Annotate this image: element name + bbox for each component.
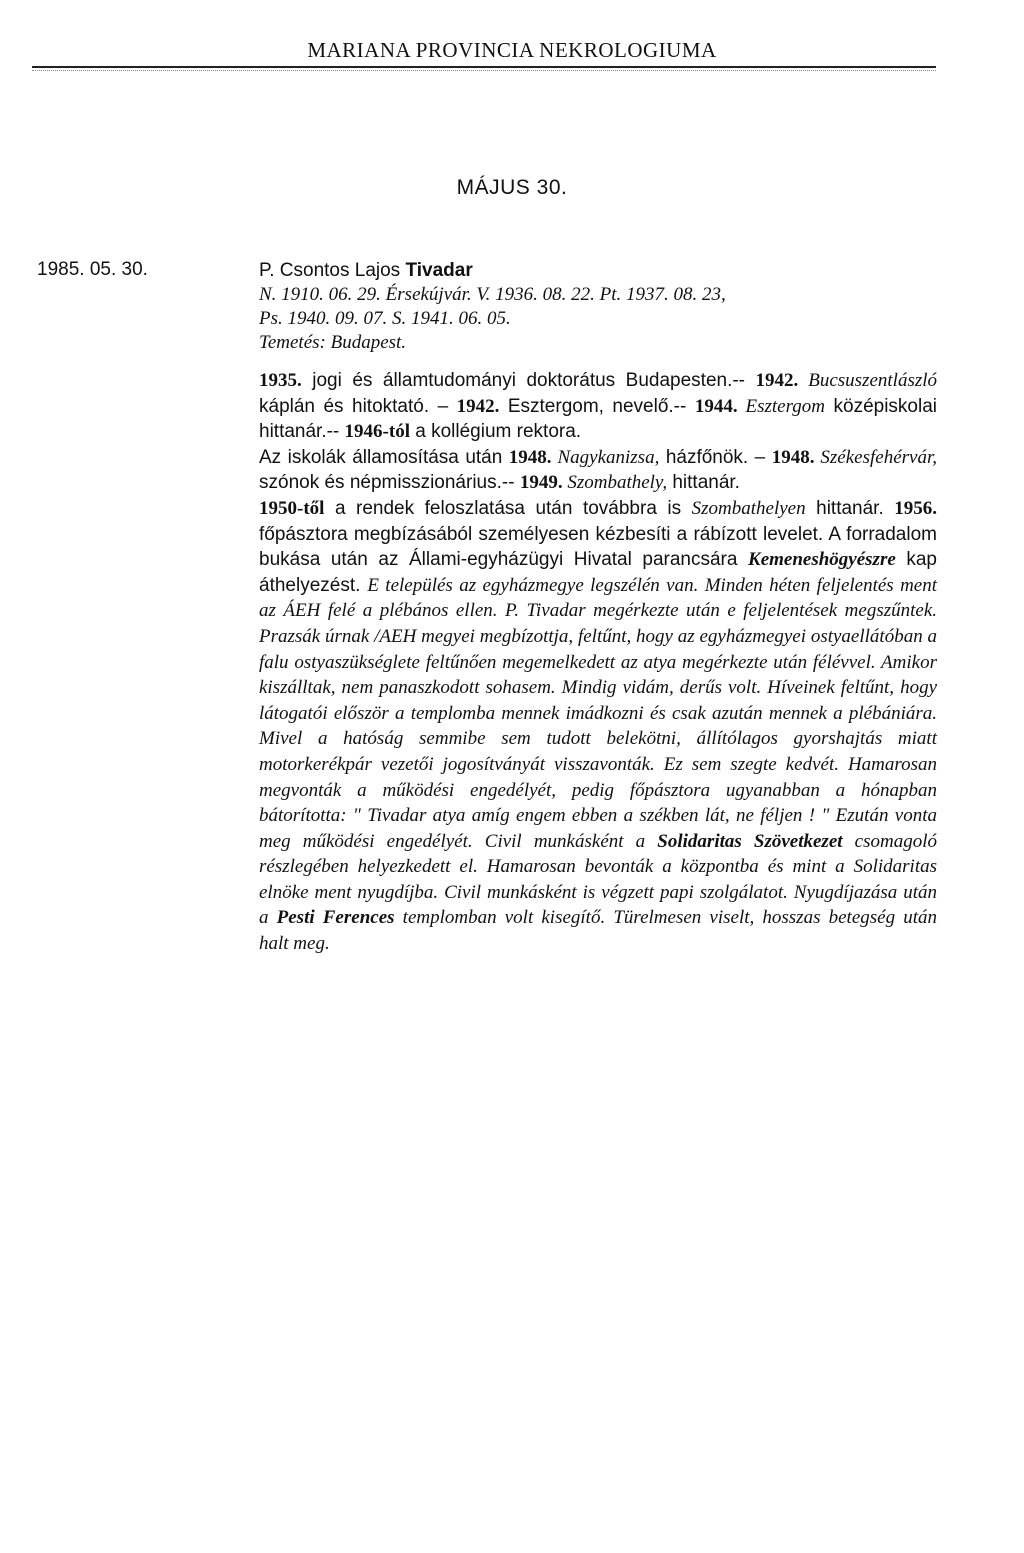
text-run: E település az egyházmegye legszélén van. Minden héten feljelentés ment az ÁEH felé a plébános ellen. P. Tivadar megérkezte után e feljelentések megszűntek. Prazsák úrnak /AEH megyei megbízottja, feltűnt, hogy az egyházmegyei ostyaellátóban a falu ostyaszükséglete feltűnően megemelkedett az atya megérkezte után félévvel. Amikor kiszálltak, nem panaszkodott sohasem. Mindig vidám, derűs volt. Híveinek feltűnt, hogy látogatói először a templomba mennek imádkozni és csak azután mennek a plébániára. Mivel a hatóság semmibe sem tudott belekötni, állítólagos gyorshajtás miatt motorkerékpár vezetői jogosítványát visszavonták. Ez sem szegte kedvét. Hamarosan megvonták a működési engedélyét, pedig főpásztora ugyanabban a hónapban bátorította: " Tivadar atya amíg engem ebben a székben lát, ne féljen ! " Ezután vonta meg működési engedélyét. Civil munkásként a	[259, 574, 938, 852]
header-rule-dotted	[32, 70, 936, 71]
text-run: a kollégium rektora.	[409, 421, 582, 443]
text-run: csomagoló részlegében helyezkedett el. Hamarosan bevonták a központba és mint a Solidaritas elnöke ment nyugdíjba. Civil munkásként is végzett papi szolgálatot. Nyugdíjazása után a	[259, 830, 938, 929]
text-run: Pesti Ferences	[276, 907, 395, 929]
text-run: Esztergom	[737, 395, 826, 417]
text-run: 1949.	[519, 472, 563, 494]
text-run: Az iskolák államosítása után	[259, 446, 509, 468]
date-heading: MÁJUS 30.	[456, 176, 568, 199]
entry-death-date: 1985. 05. 30.	[37, 259, 148, 280]
text-run: hittanár.	[805, 497, 895, 519]
text-run: 1942.	[456, 395, 500, 417]
text-run: főpásztora megbízásából személyesen kézbesíti a rábízott levelet. A forradalom bukása után az Állami-egyházügyi Hivatal parancsára	[259, 523, 937, 571]
text-run: házfőnök. –	[659, 446, 772, 468]
entry-name	[259, 259, 939, 283]
bio-paragraph-1	[37, 368, 937, 445]
text-run: 1935.	[259, 370, 302, 391]
text-run: kap áthelyezést.	[259, 549, 937, 596]
bio-paragraph-2	[37, 445, 937, 496]
text-run: Bucsuszentlászló	[798, 370, 938, 391]
text-run: 1950-től	[259, 497, 325, 519]
text-run: jogi és államtudományi doktorátus Budapesten.--	[301, 370, 756, 391]
text-run: 1946-tól	[344, 421, 410, 443]
page-header: MARIANA PROVINCIA NEKROLOGIUMA	[307, 38, 717, 62]
text-run: Szombathelyen	[691, 497, 806, 519]
text-run: 1956.	[894, 497, 937, 519]
biography	[37, 368, 937, 957]
text-run: Solidaritas Szövetkezet	[657, 830, 843, 852]
text-run: 1944.	[694, 395, 738, 417]
text-run: Szombathely,	[562, 472, 668, 494]
text-run: káplán és hitoktató. –	[259, 395, 457, 417]
text-run: 1948.	[508, 446, 552, 468]
header-rule	[32, 66, 936, 68]
text-run: Kemeneshögyészre	[748, 549, 896, 571]
name-prefix: P. Csontos Lajos	[259, 260, 401, 281]
entry-burial: Temetés: Budapest.	[259, 332, 407, 353]
bio-paragraph-3	[37, 496, 937, 957]
text-run: szónok és népmisszionárius.--	[259, 472, 520, 494]
text-run: középiskolai hittanár.--	[259, 395, 938, 443]
entry-header-block	[259, 259, 939, 355]
entry-ordination-dates: Ps. 1940. 09. 07. S. 1941. 06. 05.	[259, 308, 511, 329]
text-run: a rendek feloszlatása után továbbra is	[324, 497, 692, 519]
entry-vital-dates: N. 1910. 06. 29. Érsekújvár. V. 1936. 08. 22. Pt. 1937. 08. 23,	[259, 284, 726, 305]
text-run: 1948.	[771, 446, 815, 468]
text-run: Nagykanizsa,	[551, 446, 660, 468]
text-run: 1942.	[755, 370, 799, 391]
text-run: hittanár.	[667, 472, 740, 494]
text-run: Esztergom, nevelő.--	[499, 395, 695, 417]
text-run: Székesfehérvár,	[814, 446, 938, 468]
name-bold: Tivadar	[405, 260, 473, 281]
text-run: templomban volt kisegítő. Türelmesen viselt, hosszas betegség után halt meg.	[259, 907, 937, 955]
